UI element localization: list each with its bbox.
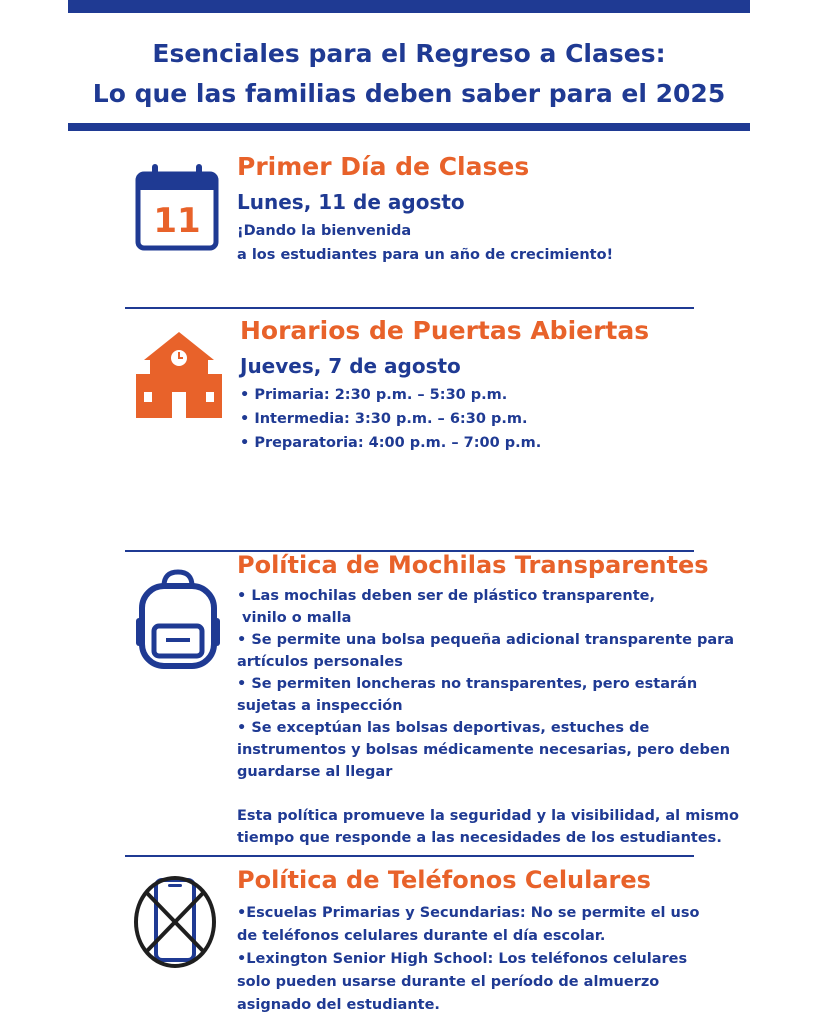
- backpack-line: • Se permiten loncheras no transparentes, pero estarán: [237, 676, 698, 692]
- backpack-line: • Se permite una bolsa pequeña adicional transparente para: [237, 632, 735, 648]
- backpack-line: • Las mochilas deben ser de plástico transparente,: [237, 588, 655, 604]
- backpack-line: artículos personales: [237, 654, 403, 670]
- phones-line: •Escuelas Primarias y Secundarias: No se permite el uso: [237, 905, 700, 921]
- open-house-line: • Primaria: 2:30 p.m. – 5:30 p.m.: [240, 387, 508, 403]
- backpack-line: sujetas a inspección: [237, 698, 403, 714]
- backpack-line: guardarse al llegar: [237, 764, 393, 780]
- backpack-line: instrumentos y bolsas médicamente necesarias, pero deben: [237, 742, 731, 758]
- phones-line: asignado del estudiante.: [237, 997, 440, 1013]
- open-house-line: • Intermedia: 3:30 p.m. – 6:30 p.m.: [240, 411, 528, 427]
- page-title: [68, 34, 750, 114]
- backpack-note-line: Esta política promueve la seguridad y la visibilidad, al mismo: [237, 808, 739, 824]
- phones-line: •Lexington Senior High School: Los teléfonos celulares: [237, 951, 688, 967]
- first-day-date: Lunes, 11 de agosto: [237, 190, 465, 214]
- open-house-date: Jueves, 7 de agosto: [240, 354, 461, 378]
- title-line-1: Esenciales para el Regreso a Clases:: [152, 39, 666, 68]
- top-bar: [68, 0, 750, 13]
- first-day-line: a los estudiantes para un año de crecimiento!: [237, 247, 614, 263]
- phones-line: de teléfonos celulares durante el día escolar.: [237, 928, 606, 944]
- backpack-icon: [136, 568, 220, 674]
- backpack-line: vinilo o malla: [237, 610, 352, 626]
- calendar-number: 11: [153, 201, 201, 241]
- phones-heading: Política de Teléfonos Celulares: [237, 866, 651, 894]
- section-divider: [125, 855, 694, 857]
- calendar-icon: [134, 162, 220, 256]
- no-phone-icon: [132, 872, 218, 974]
- backpack-note-line: tiempo que responde a las necesidades de los estudiantes.: [237, 830, 722, 846]
- title-line-2: Lo que las familias deben saber para el 2025: [92, 79, 726, 108]
- phones-line: solo pueden usarse durante el período de almuerzo: [237, 974, 660, 990]
- school-icon: [134, 330, 224, 424]
- backpack-line: • Se exceptúan las bolsas deportivas, estuches de: [237, 720, 650, 736]
- first-day-heading: Primer Día de Clases: [237, 152, 530, 181]
- first-day-line: ¡Dando la bienvenida: [237, 223, 412, 239]
- header-divider: [68, 123, 750, 131]
- open-house-line: • Preparatoria: 4:00 p.m. – 7:00 p.m.: [240, 435, 542, 451]
- section-divider: [125, 307, 694, 309]
- open-house-heading: Horarios de Puertas Abiertas: [240, 316, 650, 345]
- backpack-heading: Política de Mochilas Transparentes: [237, 551, 709, 579]
